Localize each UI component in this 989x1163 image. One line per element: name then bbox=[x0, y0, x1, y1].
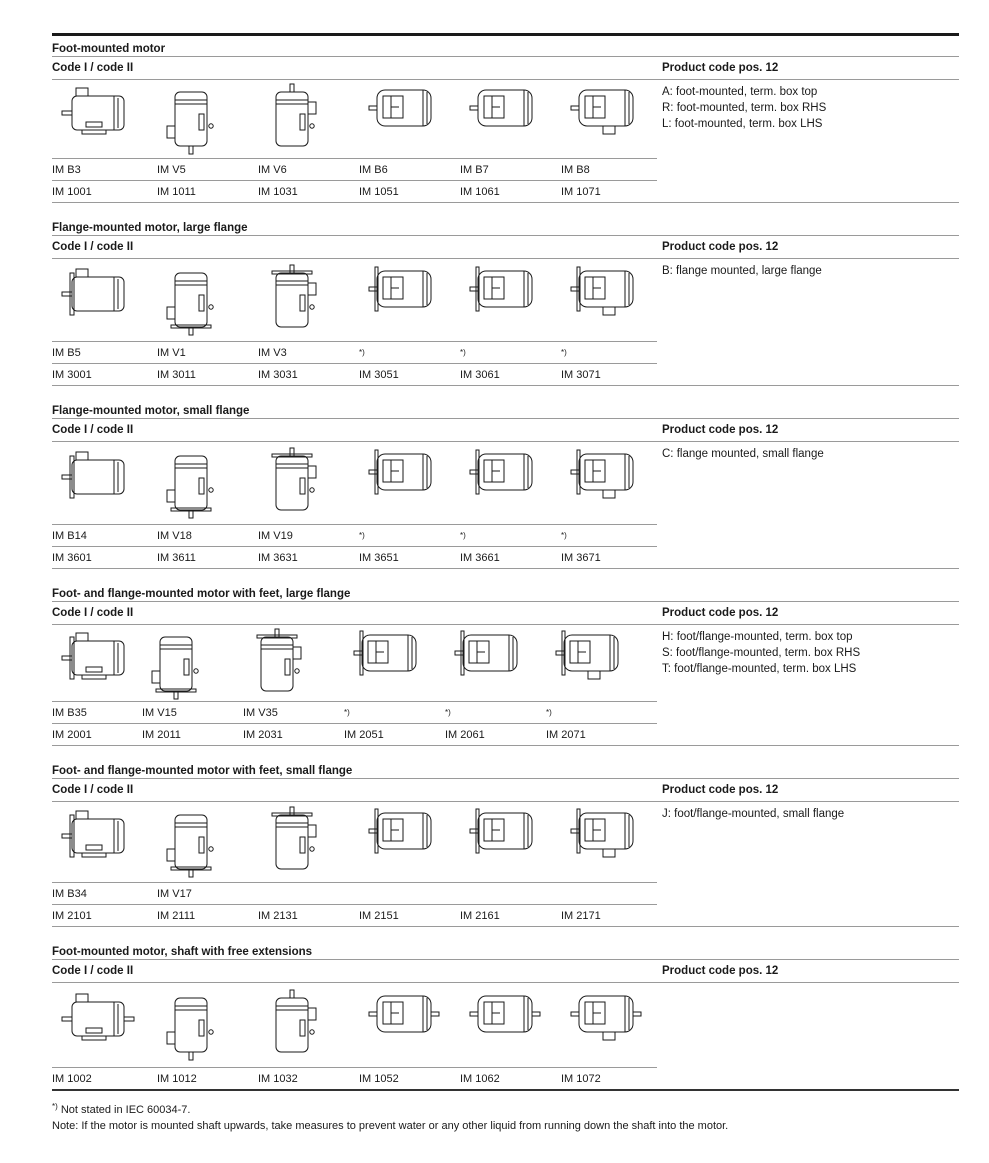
code-i-label: IM B34 bbox=[52, 888, 87, 900]
code-i-row bbox=[52, 158, 657, 180]
motor-mounting-icon bbox=[258, 983, 348, 1067]
motor-mounting-icon bbox=[460, 442, 550, 524]
code-i-label: IM V18 bbox=[157, 530, 192, 542]
motor-mounting-icon bbox=[359, 983, 449, 1067]
code-ii-row bbox=[52, 904, 657, 926]
code-i-label: IM B8 bbox=[561, 164, 590, 176]
section-title: Foot- and flange-mounted motor with feet, large flange bbox=[52, 588, 351, 600]
footnote-star-mark: *) bbox=[52, 1102, 58, 1111]
code-i-row bbox=[52, 341, 657, 363]
code-i-label: IM V17 bbox=[157, 888, 192, 900]
code-ii-label: IM 1062 bbox=[460, 1073, 500, 1085]
code-ii-label: IM 3661 bbox=[460, 552, 500, 564]
section-header-row bbox=[52, 601, 959, 625]
code-ii-label: IM 2131 bbox=[258, 910, 298, 922]
motor-mounting-icon bbox=[460, 80, 550, 158]
code-i-label: *) bbox=[561, 531, 567, 540]
product-code-list bbox=[657, 983, 959, 1089]
code-ii-label: IM 3011 bbox=[157, 369, 196, 381]
code-ii-label: IM 2051 bbox=[344, 729, 384, 741]
section-title: Foot-mounted motor, shaft with free extensions bbox=[52, 946, 313, 958]
code-i-label: IM V19 bbox=[258, 530, 293, 542]
code-ii-label: IM 3671 bbox=[561, 552, 601, 564]
code-ii-label: IM 1011 bbox=[157, 186, 196, 198]
section-2 bbox=[52, 215, 959, 388]
code-i-row bbox=[52, 524, 657, 546]
product-code-header: Product code pos. 12 bbox=[662, 784, 779, 796]
code-i-label: IM V15 bbox=[142, 707, 177, 719]
motor-mounting-icon bbox=[561, 802, 651, 882]
code-header: Code I / code II bbox=[52, 241, 134, 253]
footnotes bbox=[52, 1091, 959, 1134]
code-i-label: IM V5 bbox=[157, 164, 186, 176]
section-header-row bbox=[52, 235, 959, 259]
code-ii-label: IM 1012 bbox=[157, 1073, 197, 1085]
motor-mounting-icon bbox=[258, 80, 348, 158]
motor-figure-row bbox=[52, 625, 657, 701]
code-i-label: IM B7 bbox=[460, 164, 489, 176]
code-ii-label: IM 2061 bbox=[445, 729, 485, 741]
motor-mounting-icon bbox=[52, 625, 142, 701]
code-ii-label: IM 2001 bbox=[52, 729, 92, 741]
motor-figure-row bbox=[52, 983, 657, 1067]
section-title: Foot-mounted motor bbox=[52, 43, 166, 55]
code-ii-label: IM 3051 bbox=[359, 369, 399, 381]
code-header: Code I / code II bbox=[52, 965, 134, 977]
motor-mounting-icon bbox=[157, 259, 247, 341]
product-code-list bbox=[657, 259, 959, 385]
motor-figure-row bbox=[52, 80, 657, 158]
motor-mounting-icon bbox=[258, 802, 348, 882]
section-header-row bbox=[52, 959, 959, 983]
code-ii-label: IM 1071 bbox=[561, 186, 601, 198]
code-i-label: IM B6 bbox=[359, 164, 388, 176]
motor-mounting-icon bbox=[52, 983, 142, 1067]
code-i-label: *) bbox=[561, 348, 567, 357]
product-code-header: Product code pos. 12 bbox=[662, 424, 779, 436]
motor-mounting-icon bbox=[359, 802, 449, 882]
product-code-header: Product code pos. 12 bbox=[662, 607, 779, 619]
code-ii-label: IM 3071 bbox=[561, 369, 601, 381]
product-code-item: B: flange mounted, large flange bbox=[662, 265, 822, 277]
motor-mounting-icon bbox=[460, 259, 550, 341]
code-ii-label: IM 3031 bbox=[258, 369, 298, 381]
product-code-item: R: foot-mounted, term. box RHS bbox=[662, 102, 827, 114]
motor-mounting-icon bbox=[561, 80, 651, 158]
code-ii-row bbox=[52, 180, 657, 202]
code-ii-label: IM 3061 bbox=[460, 369, 500, 381]
code-ii-label: IM 2011 bbox=[142, 729, 181, 741]
code-header: Code I / code II bbox=[52, 784, 134, 796]
code-ii-label: IM 2111 bbox=[157, 910, 196, 922]
motor-mounting-icon bbox=[243, 625, 333, 701]
sections-container bbox=[52, 36, 959, 1089]
code-ii-label: IM 1032 bbox=[258, 1073, 298, 1085]
section-title: Flange-mounted motor, small flange bbox=[52, 405, 250, 417]
code-ii-label: IM 1031 bbox=[258, 186, 298, 198]
section-4 bbox=[52, 581, 959, 748]
motor-mounting-icon bbox=[445, 625, 535, 701]
motor-mounting-icon bbox=[546, 625, 636, 701]
motor-mounting-icon bbox=[359, 442, 449, 524]
code-ii-label: IM 1001 bbox=[52, 186, 92, 198]
code-header: Code I / code II bbox=[52, 424, 134, 436]
code-i-label: *) bbox=[460, 348, 466, 357]
code-ii-label: IM 2151 bbox=[359, 910, 399, 922]
code-i-label: *) bbox=[546, 708, 552, 717]
product-code-list bbox=[657, 802, 959, 926]
motor-mounting-icon bbox=[157, 80, 247, 158]
code-i-label: IM B3 bbox=[52, 164, 81, 176]
product-code-item: H: foot/flange-mounted, term. box top bbox=[662, 631, 853, 643]
motor-mounting-icon bbox=[52, 442, 142, 524]
code-i-label: IM B35 bbox=[52, 707, 87, 719]
section-title: Flange-mounted motor, large flange bbox=[52, 222, 248, 234]
code-i-label: *) bbox=[359, 348, 365, 357]
motor-mounting-icon bbox=[52, 259, 142, 341]
motor-mounting-icon bbox=[258, 259, 348, 341]
section-header-row bbox=[52, 56, 959, 80]
motor-figure-row bbox=[52, 802, 657, 882]
motor-mounting-icon bbox=[52, 80, 142, 158]
footnote-star bbox=[52, 1099, 959, 1118]
code-i-label: IM V6 bbox=[258, 164, 287, 176]
product-code-list bbox=[657, 625, 959, 745]
code-i-label: IM V3 bbox=[258, 347, 287, 359]
motor-figure-row bbox=[52, 442, 657, 524]
product-code-item: J: foot/flange-mounted, small flange bbox=[662, 808, 845, 820]
section-3 bbox=[52, 398, 959, 571]
code-ii-label: IM 1072 bbox=[561, 1073, 601, 1085]
code-i-row bbox=[52, 701, 657, 723]
product-code-list bbox=[657, 80, 959, 202]
code-header: Code I / code II bbox=[52, 607, 134, 619]
code-ii-label: IM 2071 bbox=[546, 729, 586, 741]
code-i-label: IM B14 bbox=[52, 530, 87, 542]
code-ii-row bbox=[52, 723, 657, 745]
section-header-row bbox=[52, 418, 959, 442]
product-code-item: T: foot/flange-mounted, term. box LHS bbox=[662, 663, 857, 675]
motor-mounting-icon bbox=[460, 802, 550, 882]
product-code-item: L: foot-mounted, term. box LHS bbox=[662, 118, 823, 130]
footnote-star-text: Not stated in IEC 60034-7. bbox=[60, 1104, 191, 1116]
product-code-item: A: foot-mounted, term. box top bbox=[662, 86, 818, 98]
code-ii-label: IM 2031 bbox=[243, 729, 283, 741]
document bbox=[52, 33, 959, 1134]
motor-mounting-icon bbox=[344, 625, 434, 701]
code-ii-label: IM 1051 bbox=[359, 186, 399, 198]
code-i-label: *) bbox=[460, 531, 466, 540]
motor-mounting-icon bbox=[157, 442, 247, 524]
code-ii-label: IM 3611 bbox=[157, 552, 196, 564]
code-ii-label: IM 2161 bbox=[460, 910, 500, 922]
code-ii-row bbox=[52, 363, 657, 385]
section-1 bbox=[52, 36, 959, 205]
motor-mounting-icon bbox=[561, 983, 651, 1067]
footnote-note: Note: If the motor is mounted shaft upwards, take measures to prevent water or any other liquid from running down the shaft into the motor. bbox=[52, 1120, 729, 1132]
code-ii-label: IM 2101 bbox=[52, 910, 92, 922]
code-i-label: *) bbox=[344, 708, 350, 717]
motor-mounting-icon bbox=[460, 983, 550, 1067]
section-5 bbox=[52, 758, 959, 929]
code-ii-label: IM 2171 bbox=[561, 910, 601, 922]
product-code-item: C: flange mounted, small flange bbox=[662, 448, 824, 460]
motor-mounting-icon bbox=[359, 80, 449, 158]
product-code-header: Product code pos. 12 bbox=[662, 965, 779, 977]
code-ii-row bbox=[52, 546, 657, 568]
motor-mounting-icon bbox=[258, 442, 348, 524]
product-code-header: Product code pos. 12 bbox=[662, 241, 779, 253]
product-code-header: Product code pos. 12 bbox=[662, 62, 779, 74]
motor-mounting-icon bbox=[561, 442, 651, 524]
code-ii-label: IM 3601 bbox=[52, 552, 92, 564]
code-ii-label: IM 1052 bbox=[359, 1073, 399, 1085]
section-6 bbox=[52, 939, 959, 1089]
motor-mounting-icon bbox=[157, 802, 247, 882]
motor-mounting-icon bbox=[359, 259, 449, 341]
code-i-label: IM B5 bbox=[52, 347, 81, 359]
code-ii-label: IM 3001 bbox=[52, 369, 92, 381]
code-i-label: IM V35 bbox=[243, 707, 278, 719]
product-code-item: S: foot/flange-mounted, term. box RHS bbox=[662, 647, 861, 659]
motor-mounting-icon bbox=[157, 983, 247, 1067]
motor-figure-row bbox=[52, 259, 657, 341]
code-header: Code I / code II bbox=[52, 62, 134, 74]
motor-mounting-icon bbox=[561, 259, 651, 341]
code-i-label: IM V1 bbox=[157, 347, 186, 359]
motor-mounting-icon bbox=[142, 625, 232, 701]
code-ii-label: IM 3651 bbox=[359, 552, 399, 564]
motor-mounting-icon bbox=[52, 802, 142, 882]
section-header-row bbox=[52, 778, 959, 802]
code-i-row bbox=[52, 882, 657, 904]
code-i-label: *) bbox=[359, 531, 365, 540]
code-ii-label: IM 3631 bbox=[258, 552, 298, 564]
code-ii-label: IM 1061 bbox=[460, 186, 500, 198]
code-ii-label: IM 1002 bbox=[52, 1073, 92, 1085]
section-title: Foot- and flange-mounted motor with feet, small flange bbox=[52, 765, 353, 777]
code-ii-row bbox=[52, 1067, 657, 1089]
code-i-label: *) bbox=[445, 708, 451, 717]
product-code-list bbox=[657, 442, 959, 568]
section-divider bbox=[52, 745, 959, 748]
